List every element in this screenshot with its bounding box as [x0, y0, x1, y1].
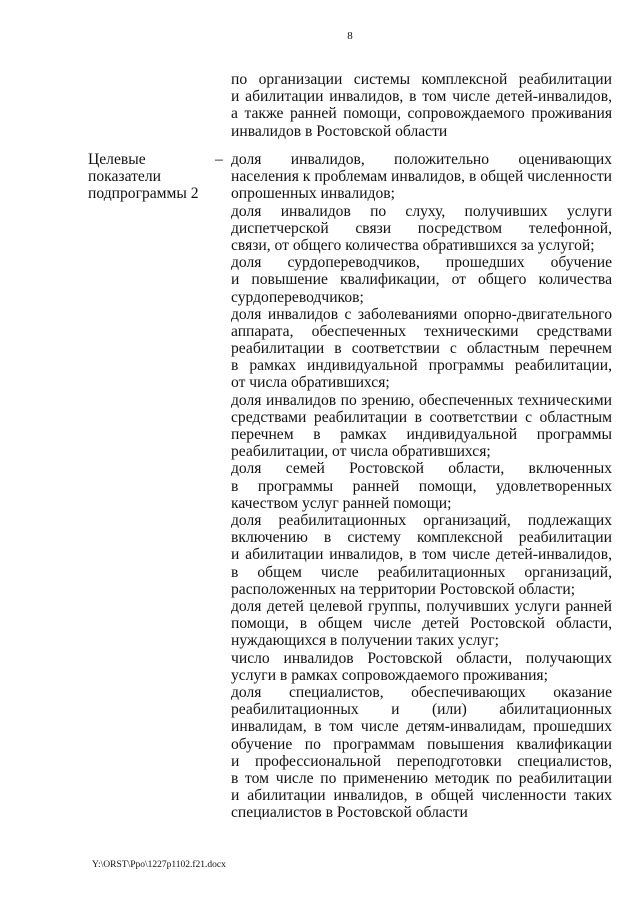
indicator-line: доля сурдопереводчиков, прошедших обучение — [231, 254, 612, 272]
indicator-item — [231, 598, 612, 650]
indicator-line: перечнем в рамках индивидуальной программы — [231, 426, 612, 444]
indicator-line: нуждающихся в получении таких услуг; — [231, 632, 499, 650]
indicator-line: реабилитации в соответствии с областным перечнем — [231, 340, 612, 358]
indicator-line: опрошенных инвалидов; — [231, 185, 395, 203]
intro-paragraph — [231, 71, 612, 140]
section-label-line: Целевые — [88, 151, 146, 168]
intro-line: по организации системы комплексной реабилитации — [231, 71, 612, 88]
indicator-line: доля реабилитационных организаций, подлежащих — [231, 512, 612, 530]
section-label — [88, 151, 199, 203]
indicator-line: реабилитации, от числа обратившихся; — [231, 443, 491, 461]
indicator-line: от числа обратившихся; — [231, 374, 390, 392]
section-label-line: показатели — [88, 168, 161, 186]
indicator-line: связи, от общего количества обратившихся за услугой; — [231, 236, 595, 254]
indicator-line: населения к проблемам инвалидов, в общей численности — [231, 168, 612, 186]
indicator-line: и абилитации инвалидов, в общей численности таких — [231, 787, 612, 805]
indicator-line: обучение по программам повышения квалификации — [231, 735, 612, 753]
indicator-line: расположенных на территории Ростовской области; — [231, 580, 576, 598]
indicator-item — [231, 392, 612, 461]
indicator-line: сурдопереводчиков; — [231, 288, 364, 306]
indicator-line: в программы ранней помощи, удовлетворенных — [231, 477, 612, 495]
indicator-line: доля специалистов, обеспечивающих оказание — [231, 683, 612, 701]
indicator-line: специалистов в Ростовской области — [231, 804, 468, 822]
indicator-line: услуги в рамках сопровождаемого проживания; — [231, 666, 548, 684]
indicator-line: доля инвалидов с заболеваниями опорно-двигательного — [231, 305, 612, 323]
indicator-line: и абилитации инвалидов, в том числе детей-инвалидов, — [231, 546, 612, 564]
indicator-line: диспетчерской связи посредством телефонной, — [231, 219, 612, 237]
indicator-line: и профессиональной переподготовки специалистов, — [231, 752, 612, 770]
indicator-line: доля инвалидов, положительно оценивающих — [231, 151, 612, 168]
indicator-line: и повышение квалификации, от общего количества — [231, 271, 612, 289]
intro-line: а также ранней помощи, сопровождаемого проживания — [231, 105, 612, 123]
intro-line: и абилитации инвалидов, в том числе детей-инвалидов, — [231, 88, 612, 106]
intro-line: инвалидов в Ростовской области — [231, 122, 448, 140]
indicator-item — [231, 460, 612, 512]
indicator-line: качеством услуг ранней помощи; — [231, 494, 452, 512]
indicator-line: инвалидам, в том числе детям-инвалидам, прошедших — [231, 718, 612, 736]
indicator-list — [231, 151, 612, 821]
indicator-item — [231, 512, 612, 598]
indicator-line: доля инвалидов по зрению, обеспеченных техническими — [231, 391, 612, 409]
indicator-line: включению в систему комплексной реабилитации — [231, 529, 612, 547]
indicator-line: аппарата, обеспеченных техническими средствами — [231, 322, 612, 340]
footer-file-path: Y:\ORST\Ppo\1227p1102.f21.docx — [92, 860, 226, 870]
indicator-item — [231, 151, 612, 203]
dash-separator: – — [215, 151, 223, 168]
page-number: 8 — [347, 30, 353, 42]
section-label-line: подпрограммы 2 — [88, 185, 199, 203]
indicator-item — [231, 254, 612, 306]
indicator-line: реабилитационных и (или) абилитационных — [231, 701, 612, 719]
indicator-line: доля семей Ростовской области, включенных — [231, 460, 612, 478]
indicator-item — [231, 650, 612, 684]
indicator-line: доля детей целевой группы, получивших услуги ранней — [231, 597, 612, 615]
indicator-line: число инвалидов Ростовской области, получающих — [231, 649, 612, 667]
indicator-item — [231, 203, 612, 255]
indicator-item — [231, 306, 612, 392]
indicator-line: средствами реабилитации в соответствии с областным — [231, 408, 612, 426]
indicator-line: помощи, в общем числе детей Ростовской области, — [231, 615, 612, 633]
indicator-line: в том числе по применению методик по реабилитации — [231, 769, 612, 787]
indicator-item — [231, 684, 612, 822]
indicator-line: доля инвалидов по слуху, получивших услуги — [231, 202, 612, 220]
indicator-line: в рамках индивидуальной программы реабилитации, — [231, 357, 612, 375]
indicator-line: в общем числе реабилитационных организаций, — [231, 563, 612, 581]
